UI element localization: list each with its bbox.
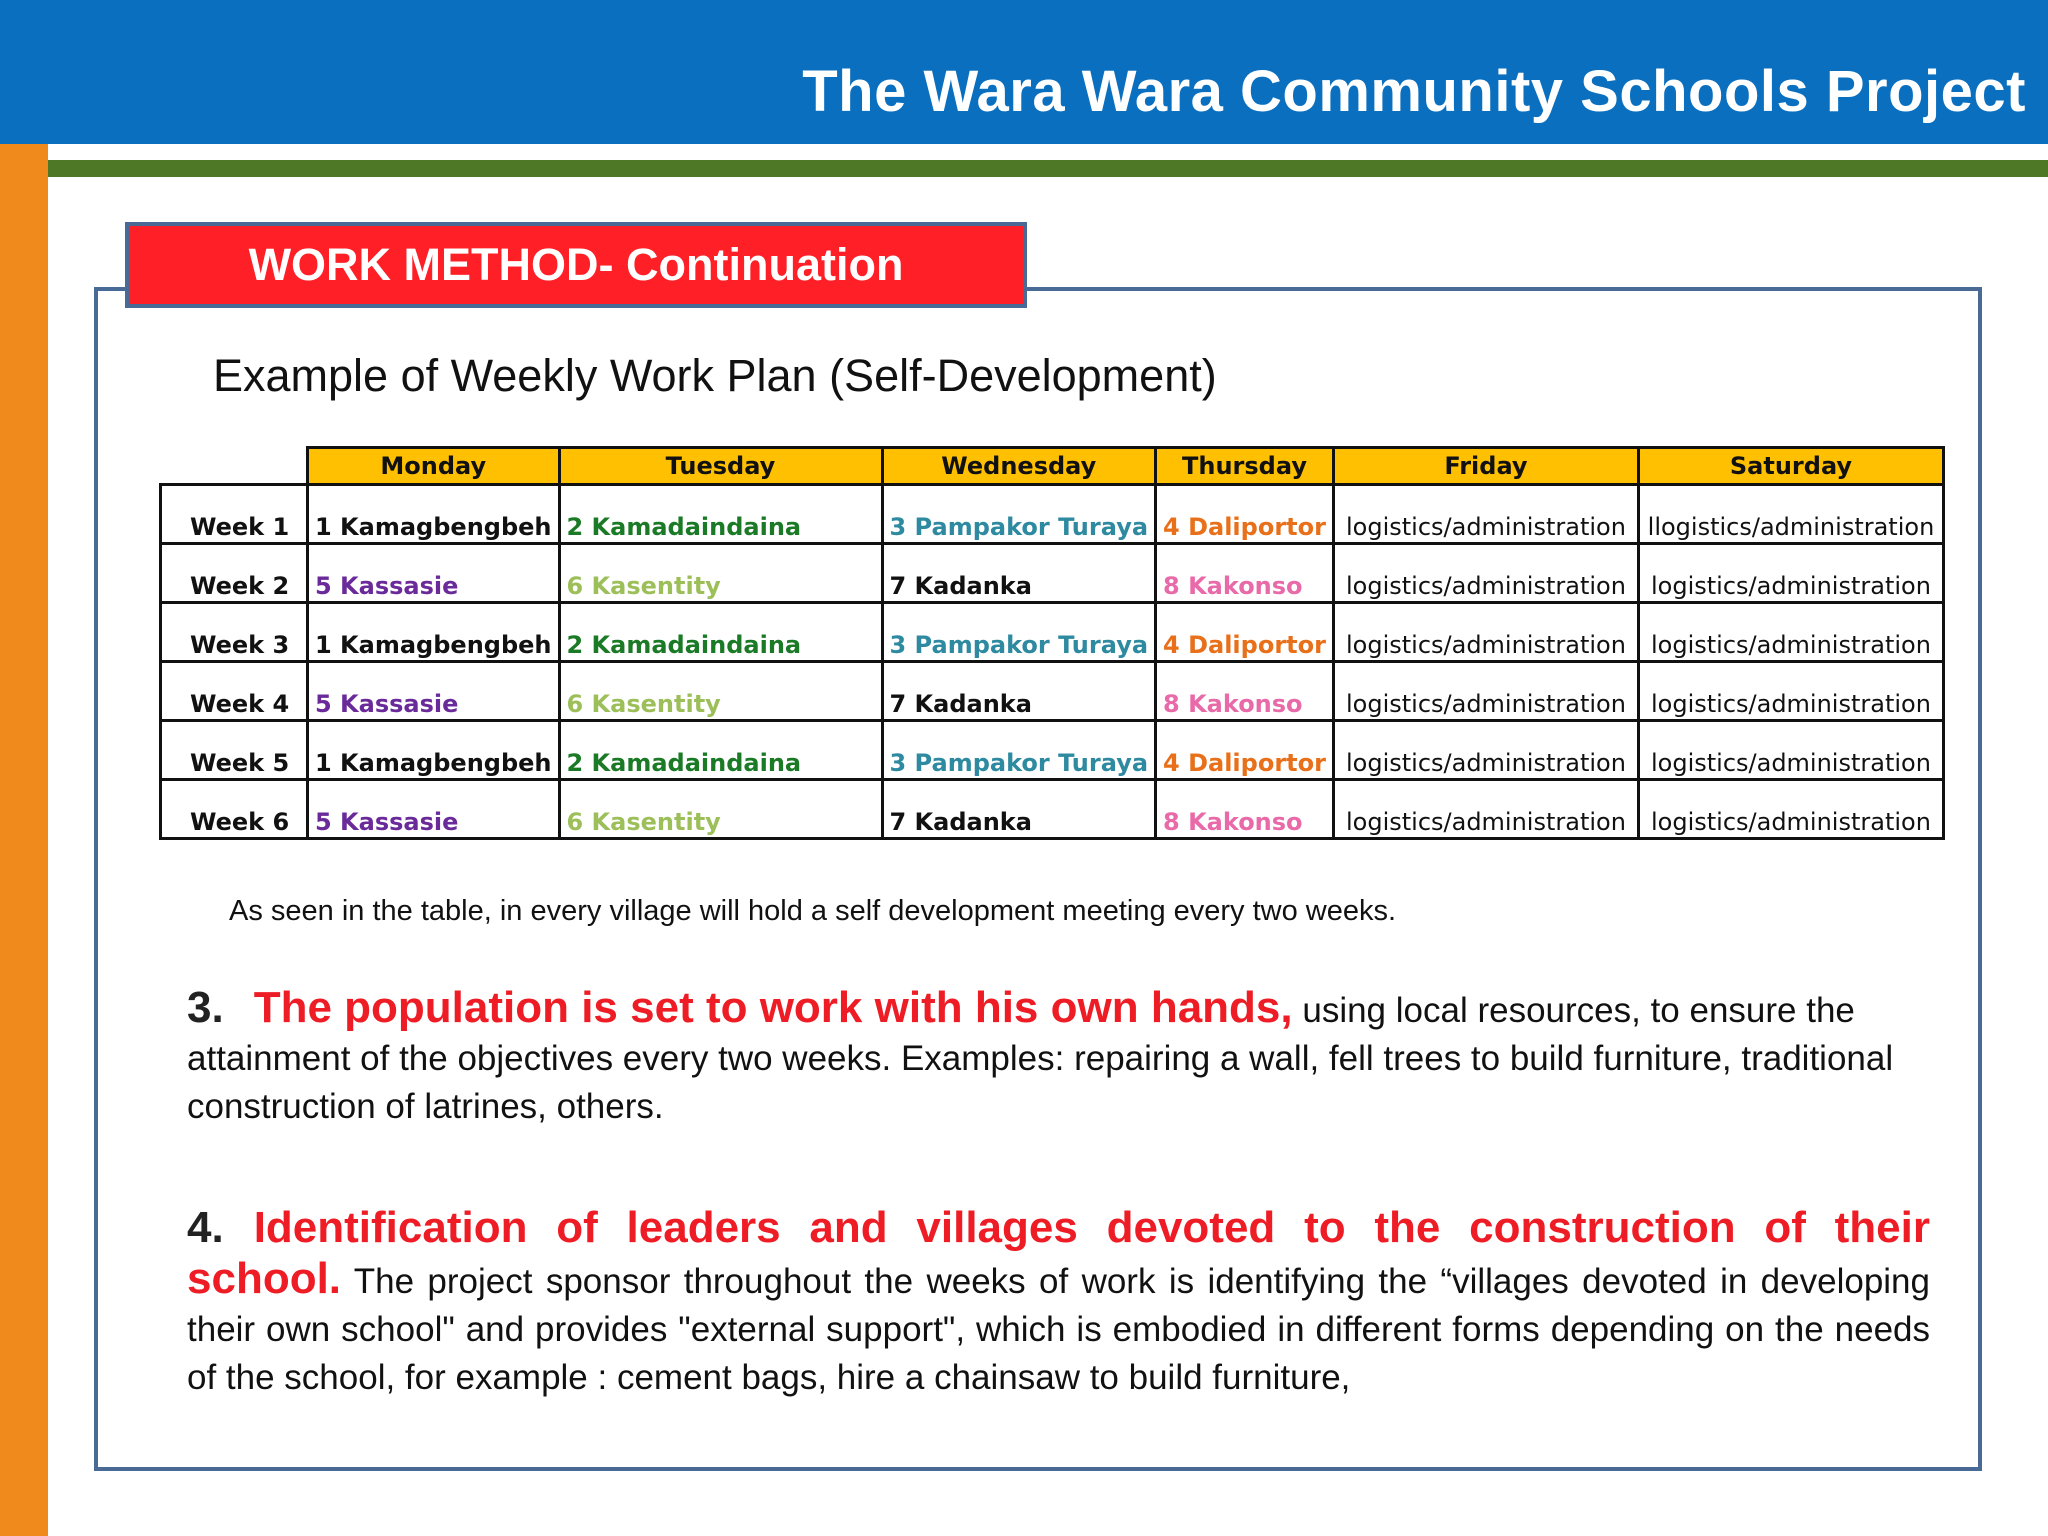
village-cell: 5 Kassasie: [308, 544, 560, 603]
column-header-friday: Friday: [1333, 448, 1638, 485]
point-3: [187, 984, 1930, 1131]
admin-cell: logistics/administration: [1333, 544, 1638, 603]
column-header-tuesday: Tuesday: [559, 448, 882, 485]
village-cell: 7 Kadanka: [882, 544, 1156, 603]
admin-cell: logistics/administration: [1333, 662, 1638, 721]
week-label: Week 2: [161, 544, 308, 603]
village-cell: 8 Kakonso: [1156, 544, 1334, 603]
point-3-number: 3.: [187, 983, 224, 1032]
admin-cell: logistics/administration: [1638, 603, 1943, 662]
week-label: Week 6: [161, 780, 308, 839]
point-3-text: using local resources, to ensure the attainment of the objectives every two weeks. Examples: repairing a wall, fell trees to build furniture, traditional construction of latrines, others.: [187, 991, 1894, 1126]
week-label: Week 5: [161, 721, 308, 780]
admin-cell: logistics/administration: [1333, 603, 1638, 662]
week-label: Week 1: [161, 485, 308, 544]
point-4: [187, 1204, 1930, 1402]
column-header-thursday: Thursday: [1156, 448, 1334, 485]
village-cell: 1 Kamagbengbeh: [308, 603, 560, 662]
village-cell: 4 Daliportor: [1156, 603, 1334, 662]
admin-cell: logistics/administration: [1333, 485, 1638, 544]
admin-cell: logistics/administration: [1638, 662, 1943, 721]
column-header-wednesday: Wednesday: [882, 448, 1156, 485]
column-header-saturday: Saturday: [1638, 448, 1943, 485]
admin-cell: logistics/administration: [1333, 721, 1638, 780]
village-cell: 1 Kamagbengbeh: [308, 721, 560, 780]
point-4-number: 4.: [187, 1203, 224, 1252]
admin-cell: logistics/administration: [1638, 721, 1943, 780]
village-cell: 1 Kamagbengbeh: [308, 485, 560, 544]
plan-title: Example of Weekly Work Plan (Self-Development): [213, 350, 1217, 401]
table-row: [161, 603, 1944, 662]
week-label: Week 4: [161, 662, 308, 721]
village-cell: 3 Pampakor Turaya: [882, 603, 1156, 662]
admin-cell: logistics/administration: [1333, 780, 1638, 839]
point-4-highlight: Identification of leaders and villages devoted to the construction of their school.: [187, 1203, 1930, 1303]
week-label: Week 3: [161, 603, 308, 662]
admin-cell: llogistics/administration: [1638, 485, 1943, 544]
table-note: As seen in the table, in every village will hold a self development meeting every two weeks.: [229, 895, 1397, 927]
header-bar: [0, 0, 2048, 144]
column-header-monday: Monday: [308, 448, 560, 485]
point-4-text: The project sponsor throughout the weeks of work is identifying the “villages devoted in developing their own school" and provides "external support", which is embodied in different forms depending on the needs of the school, for example : cement bags, hire a chainsaw to build furniture,: [187, 1262, 1930, 1397]
village-cell: 7 Kadanka: [882, 780, 1156, 839]
village-cell: 2 Kamadaindaina: [559, 721, 882, 780]
village-cell: 5 Kassasie: [308, 662, 560, 721]
table-row: [161, 544, 1944, 603]
village-cell: 8 Kakonso: [1156, 780, 1334, 839]
village-cell: 4 Daliportor: [1156, 485, 1334, 544]
village-cell: 5 Kassasie: [308, 780, 560, 839]
section-tab: WORK METHOD- Continuation: [125, 222, 1027, 308]
village-cell: 7 Kadanka: [882, 662, 1156, 721]
village-cell: 4 Daliportor: [1156, 721, 1334, 780]
village-cell: 3 Pampakor Turaya: [882, 485, 1156, 544]
village-cell: 6 Kasentity: [559, 544, 882, 603]
corner-cell: [161, 448, 308, 485]
table-header-row: [161, 448, 1944, 485]
village-cell: 2 Kamadaindaina: [559, 603, 882, 662]
village-cell: 3 Pampakor Turaya: [882, 721, 1156, 780]
table-row: [161, 662, 1944, 721]
table-row: [161, 485, 1944, 544]
project-title: The Wara Wara Community Schools Project: [802, 59, 2026, 124]
admin-cell: logistics/administration: [1638, 780, 1943, 839]
green-divider: [0, 160, 2048, 177]
village-cell: 6 Kasentity: [559, 780, 882, 839]
weekly-plan-table: [159, 446, 1945, 840]
village-cell: 6 Kasentity: [559, 662, 882, 721]
admin-cell: logistics/administration: [1638, 544, 1943, 603]
table-row: [161, 780, 1944, 839]
table-row: [161, 721, 1944, 780]
point-3-highlight: The population is set to work with his own hands,: [253, 983, 1293, 1032]
village-cell: 8 Kakonso: [1156, 662, 1334, 721]
village-cell: 2 Kamadaindaina: [559, 485, 882, 544]
orange-side-bar: [0, 144, 48, 1536]
